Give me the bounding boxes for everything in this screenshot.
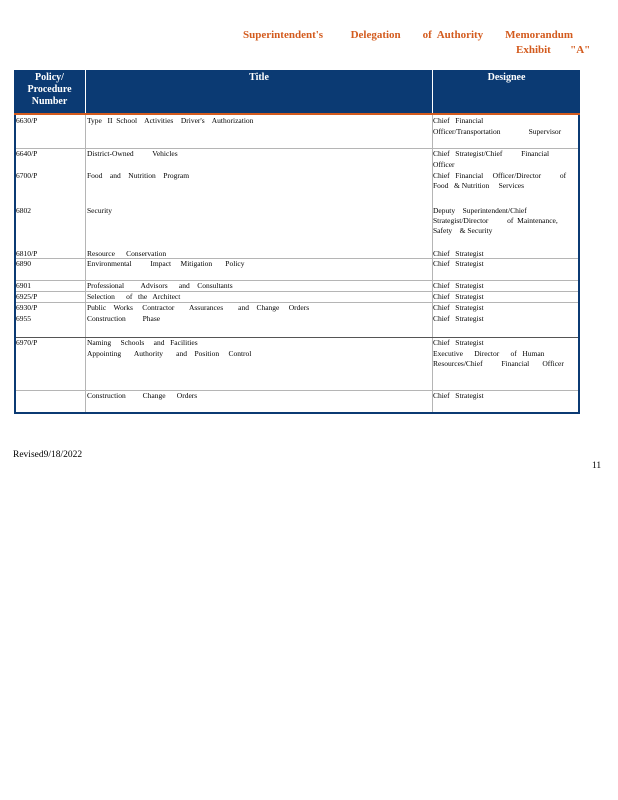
designee-line: Chief Strategist/Chief Financial [433,149,550,158]
policy-number: 6700/P [16,171,38,180]
header-title: Title [249,72,269,83]
header-policy-number [14,70,85,115]
header-policy-line2: Procedure [27,84,72,95]
policy-title: Construction Phase [87,314,161,323]
column-divider [85,115,86,412]
policy-number: 6970/P [16,338,38,347]
designee-line: Officer/Transportation Supervisor [433,127,562,136]
designee-line: Chief Strategist [433,314,484,323]
designee-line: Food & Nutrition Services [433,181,525,190]
policy-title: Professional Advisors and Consultants [87,281,233,290]
header-underline [14,113,580,115]
policy-number: 6890 [16,259,31,268]
page-number: 11 [592,461,602,471]
designee-line: Resources/Chief Financial Officer [433,359,564,368]
policy-title: Public Works Contractor Assurances and Change Orders [87,303,310,312]
designee-line: Chief Strategist [433,338,484,347]
policy-number: 6630/P [16,116,38,125]
revised-date: Revised9/18/2022 [13,450,83,460]
policy-title: Construction Change Orders [87,391,198,400]
designee-line: Deputy Superintendent/Chief [433,206,527,215]
designee-line: Chief Strategist [433,391,484,400]
policy-number: 6901 [16,281,31,290]
policy-title: Selection of the Architect [87,292,181,301]
policy-number: 6930/P [16,303,38,312]
designee-line: Strategist/Director of Maintenance, [433,216,558,225]
designee-line: Chief Strategist [433,249,484,258]
memo-title-line2: Exhibit "A" [516,44,591,56]
policy-title: Security [87,206,112,215]
header-designee: Designee [487,72,526,83]
designee-line: Chief Strategist [433,259,484,268]
designee-line: Chief Strategist [433,281,484,290]
designee-line: Chief Strategist [433,292,484,301]
policy-title: District-Owned Vehicles [87,149,178,158]
policy-number: 6810/P [16,249,38,258]
designee-line: Chief Strategist [433,303,484,312]
policy-number: 6802 [16,206,31,215]
policy-title: Naming Schools and Facilities [87,338,198,347]
policy-title: Appointing Authority and Position Control [87,349,252,358]
policy-number: 6640/P [16,149,38,158]
policy-title: Environmental Impact Mitigation Policy [87,259,245,268]
designee-line: Executive Director of Human [433,349,545,358]
designee-line: Chief Financial [433,116,484,125]
policy-title: Type II School Activities Driver's Authorization [87,116,254,125]
designee-line: Chief Financial Officer/Director of [433,171,567,180]
memo-title-line1: Superintendent's Delegation of Authority Memorandum [243,29,573,41]
header-policy-line3: Number [31,96,68,107]
designee-line: Officer [433,160,455,169]
policy-number: 6925/P [16,292,38,301]
table-bottom-border [14,412,580,414]
policy-title: Resource Conservation [87,249,167,258]
designee-line: Safety & Security [433,226,493,235]
policy-title: Food and Nutrition Program [87,171,190,180]
table-right-border [578,115,580,414]
policy-number: 6955 [16,314,31,323]
header-policy-line1: Policy/ [35,72,64,83]
table-header-row [14,70,580,113]
